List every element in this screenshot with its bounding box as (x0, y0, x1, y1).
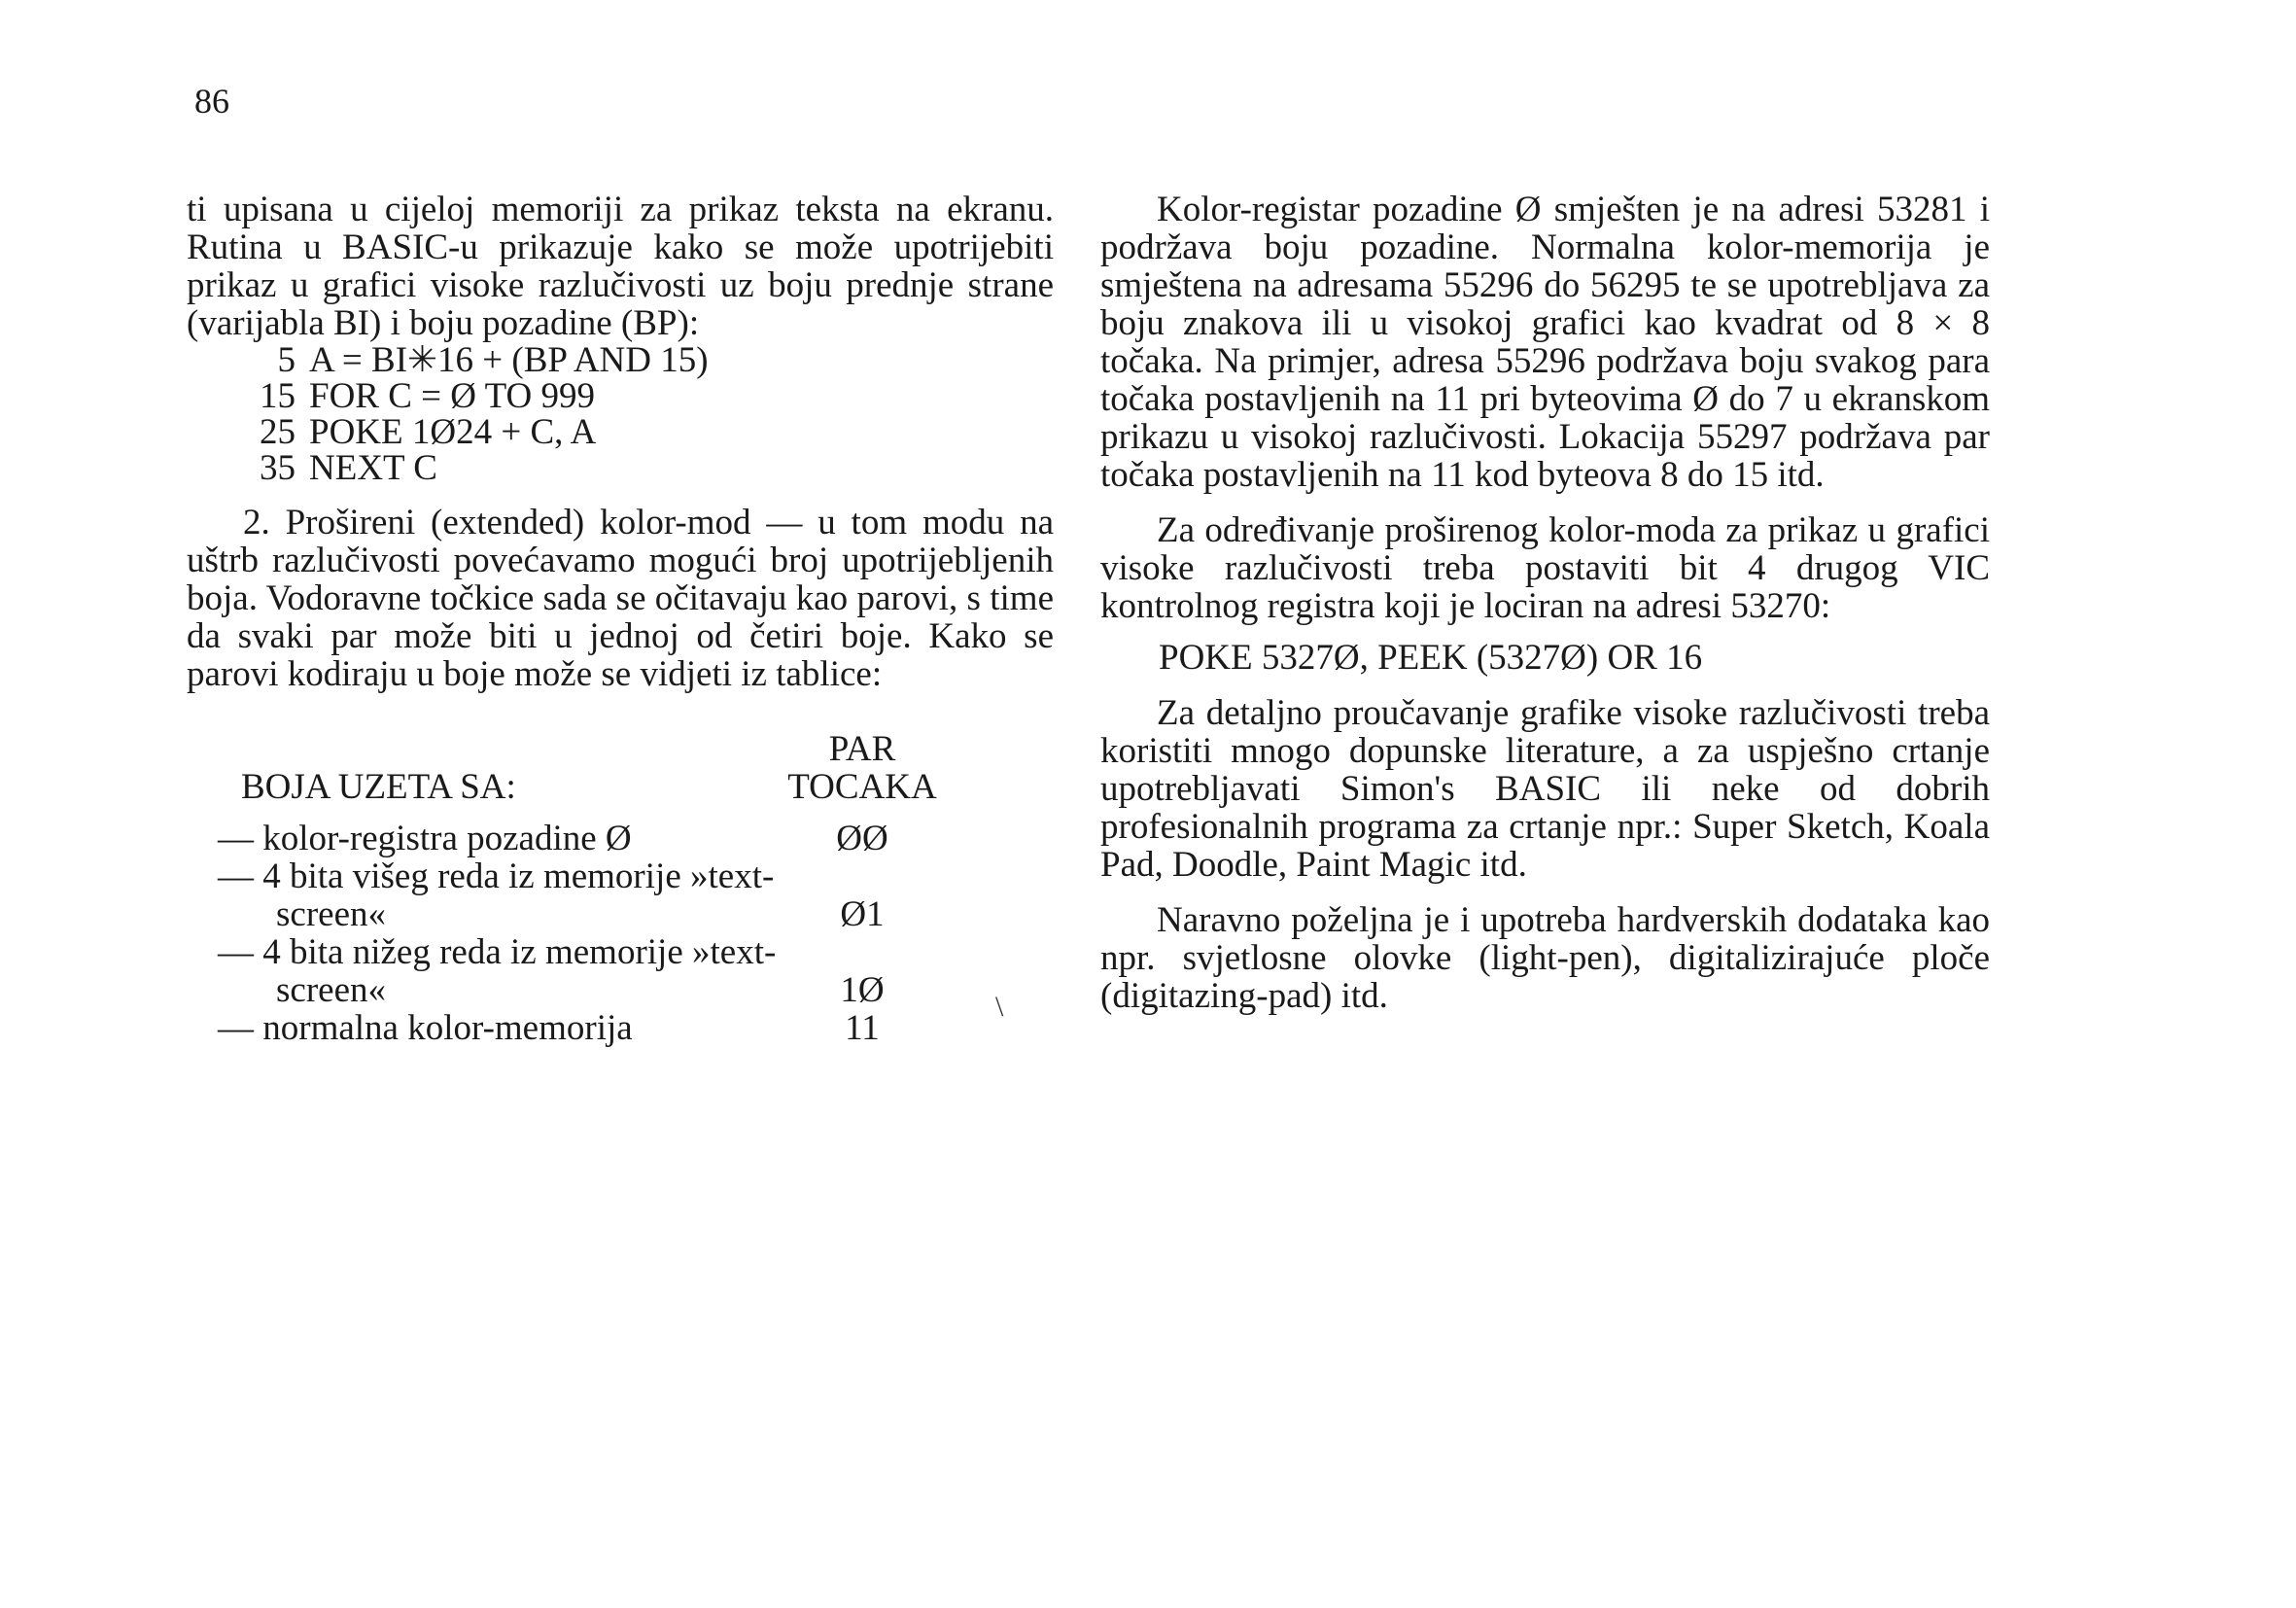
code-line-number: 5 (277, 340, 296, 380)
intro-paragraph: ti upisana u cijeloj memoriji za prikaz teksta na ekranu. Rutina u BASIC-u prikazuje kako se može upotrijebiti prikaz u grafici visoke razlučivosti uz boju prednje strane (varijabla BI) i boju pozadine (BP): (187, 190, 1054, 343)
left-column (187, 191, 1054, 1047)
code-line (247, 414, 1054, 450)
row-pair: Ø1 (840, 894, 885, 934)
hardware-paragraph: Naravno poželjna je i upotreba hardverskih dodataka kao npr. svjetlosne olovke (light-pen), digitalizirajuće ploče (digitazing-pad) itd. (1100, 900, 1990, 1016)
row-pair: 11 (845, 1008, 880, 1048)
stray-mark: \ (995, 991, 1004, 1023)
row-source: — 4 bita nižeg reda iz memorije »text-screen« (218, 932, 777, 1010)
code-line-number: 25 (260, 412, 296, 452)
color-register-paragraph: Kolor-registar pozadine Ø smješten je na adresi 53281 i podržava boju pozadine. Normalna kolor-memorija je smještena na adresama 55296 do 56295 te se upotrebljava za boju znakova ili u visokoj grafici kao kvadrat od 8 × 8 točaka. Na primjer, adresa 55296 podržava boju svakog para točaka postavljenih na 11 pri byteovima Ø do 7 u ekranskom prikazu u visokoj razlučivosti. Lokacija 55297 podržava par točaka postavljenih na 11 kod byteova 8 do 15 itd. (1100, 190, 1990, 495)
row-source: — normalna kolor-memorija (218, 1008, 633, 1048)
row-source: — kolor-registra pozadine Ø (218, 819, 632, 858)
basic-code-listing (247, 342, 1054, 486)
page-number: 86 (194, 82, 229, 121)
code-line-text: FOR C = Ø TO 999 (309, 376, 595, 416)
code-line-number: 15 (260, 376, 296, 416)
table-header (187, 730, 1054, 806)
color-pair-table (187, 730, 1054, 1047)
table-row (187, 820, 1054, 857)
row-pair: 1Ø (840, 970, 885, 1010)
table-row (187, 933, 1054, 1009)
code-line-text: A = BI✳16 + (BP AND 15) (309, 340, 709, 380)
table-row (187, 1009, 1054, 1047)
poke-command: POKE 5327Ø, PEEK (5327Ø) OR 16 (1159, 638, 1703, 678)
row-pair: ØØ (836, 819, 888, 858)
right-column (1100, 191, 1990, 1015)
header-pair (780, 730, 945, 806)
header-pair-line1: PAR (828, 729, 896, 769)
code-line-text: NEXT C (309, 448, 437, 488)
code-line (247, 378, 1054, 414)
literature-paragraph: Za detaljno proučavanje grafike visoke razlučivosti treba koristiti mnogo dopunske literature, a za uspješno crtanje upotrebljavati Simon's BASIC ili neke od dobrih profesionalnih programa za crtanje npr.: Super Sketch, Koala Pad, Doodle, Paint Magic itd. (1100, 693, 1990, 885)
extended-mode-setup-paragraph: Za određivanje proširenog kolor-moda za prikaz u grafici visoke razlučivosti treba postaviti bit 4 drugog VIC kontrolnog registra koji je lociran na adresi 53270: (1100, 510, 1990, 626)
extended-mode-paragraph: 2. Prošireni (extended) kolor-mod — u tom modu na uštrb razlučivosti povećavamo mogući broj upotrijebljenih boja. Vodoravne točkice sada se očitavaju kao parovi, s time da svaki par može biti u jednoj od četiri boje. Kako se parovi kodiraju u boje može se vidjeti iz tablice: (187, 503, 1054, 694)
table-row (187, 857, 1054, 933)
code-line (247, 342, 1054, 378)
row-source: — 4 bita višeg reda iz memorije »text-screen« (218, 856, 775, 934)
header-source: BOJA UZETA SA: (241, 767, 516, 807)
code-line-number: 35 (260, 448, 296, 488)
code-line (247, 450, 1054, 486)
code-line-text: POKE 1Ø24 + C, A (309, 412, 597, 452)
header-pair-line2: TOCAKA (787, 767, 937, 807)
